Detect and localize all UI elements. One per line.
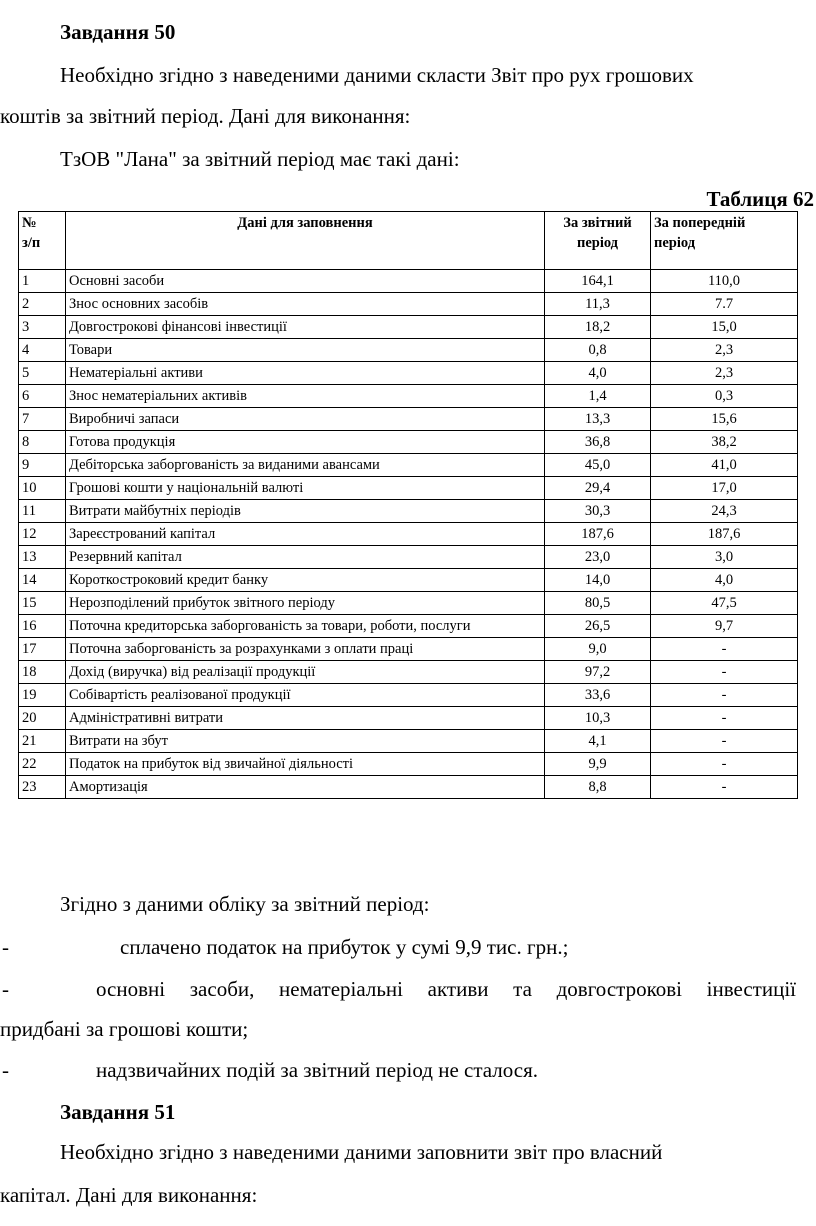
row-previous-value: - (651, 753, 798, 776)
row-previous-value: 41,0 (651, 454, 798, 477)
table-row (19, 707, 798, 730)
row-previous-value: - (651, 730, 798, 753)
row-number: 19 (19, 684, 66, 707)
row-number: 23 (19, 776, 66, 799)
row-previous-value: - (651, 661, 798, 684)
bullet-dash: - (2, 1058, 9, 1082)
header-number: № з/п (19, 212, 66, 270)
row-number: 17 (19, 638, 66, 661)
row-current-value: 30,3 (545, 500, 651, 523)
bullet-dash: - (2, 977, 9, 1001)
row-name: Поточна кредиторська заборгованість за товари, роботи, послуги (66, 615, 545, 638)
row-name: Довгострокові фінансові інвестиції (66, 316, 545, 339)
row-current-value: 8,8 (545, 776, 651, 799)
row-previous-value: - (651, 638, 798, 661)
table-caption: Таблиця 62 (706, 187, 814, 211)
row-name: Знос основних засобів (66, 293, 545, 316)
row-number: 13 (19, 546, 66, 569)
row-name: Резервний капітал (66, 546, 545, 569)
row-previous-value: 15,0 (651, 316, 798, 339)
row-name: Амортизація (66, 776, 545, 799)
row-current-value: 26,5 (545, 615, 651, 638)
row-current-value: 97,2 (545, 661, 651, 684)
row-current-value: 187,6 (545, 523, 651, 546)
bullet-no-extraordinary: надзвичайних подій за звітний період не сталося. (96, 1058, 539, 1082)
row-name: Виробничі запаси (66, 408, 545, 431)
table-row (19, 730, 798, 753)
table-row (19, 500, 798, 523)
task50-paragraph-line2: коштів за звітний період. Дані для виконання: (0, 104, 411, 128)
table-row (19, 615, 798, 638)
table-row (19, 684, 798, 707)
row-number: 21 (19, 730, 66, 753)
task50-paragraph-line1: Необхідно згідно з наведеними даними скласти Звіт про рух грошових (60, 63, 694, 87)
row-current-value: 18,2 (545, 316, 651, 339)
row-previous-value: - (651, 684, 798, 707)
task51-title: Завдання 51 (60, 1100, 176, 1124)
row-name: Короткостроковий кредит банку (66, 569, 545, 592)
table-row (19, 270, 798, 293)
row-number: 9 (19, 454, 66, 477)
row-current-value: 4,0 (545, 362, 651, 385)
header-previous-period: За попередній період (651, 212, 798, 270)
row-current-value: 164,1 (545, 270, 651, 293)
row-name: Товари (66, 339, 545, 362)
row-number: 3 (19, 316, 66, 339)
row-previous-value: 110,0 (651, 270, 798, 293)
row-current-value: 9,0 (545, 638, 651, 661)
table-row (19, 293, 798, 316)
row-previous-value: 38,2 (651, 431, 798, 454)
row-name: Дохід (виручка) від реалізації продукції (66, 661, 545, 684)
table-row (19, 569, 798, 592)
table-row (19, 776, 798, 799)
row-name: Нерозподілений прибуток звітного періоду (66, 592, 545, 615)
row-name: Нематеріальні активи (66, 362, 545, 385)
row-name: Основні засоби (66, 270, 545, 293)
task50-company-intro: ТзОВ "Лана" за звітний період має такі дані: (60, 147, 460, 171)
row-previous-value: - (651, 776, 798, 799)
row-previous-value: 4,0 (651, 569, 798, 592)
row-previous-value: 17,0 (651, 477, 798, 500)
row-previous-value: 0,3 (651, 385, 798, 408)
row-name: Знос нематеріальних активів (66, 385, 545, 408)
row-number: 14 (19, 569, 66, 592)
table-row (19, 592, 798, 615)
row-number: 7 (19, 408, 66, 431)
row-number: 5 (19, 362, 66, 385)
row-previous-value: - (651, 707, 798, 730)
row-number: 15 (19, 592, 66, 615)
row-current-value: 4,1 (545, 730, 651, 753)
table-row (19, 362, 798, 385)
table-row (19, 339, 798, 362)
row-current-value: 13,3 (545, 408, 651, 431)
row-number: 1 (19, 270, 66, 293)
row-previous-value: 3,0 (651, 546, 798, 569)
row-name: Витрати майбутніх періодів (66, 500, 545, 523)
row-number: 6 (19, 385, 66, 408)
row-current-value: 23,0 (545, 546, 651, 569)
table-row (19, 546, 798, 569)
row-name: Грошові кошти у національній валюті (66, 477, 545, 500)
table-header-row (19, 212, 798, 270)
bullet-dash: - (2, 935, 9, 959)
row-current-value: 29,4 (545, 477, 651, 500)
row-number: 12 (19, 523, 66, 546)
header-data: Дані для заповнення (66, 212, 545, 270)
row-number: 20 (19, 707, 66, 730)
table-row (19, 454, 798, 477)
row-number: 18 (19, 661, 66, 684)
row-previous-value: 15,6 (651, 408, 798, 431)
row-current-value: 14,0 (545, 569, 651, 592)
row-name: Витрати на збут (66, 730, 545, 753)
row-name: Адміністративні витрати (66, 707, 545, 730)
row-current-value: 33,6 (545, 684, 651, 707)
row-previous-value: 7.7 (651, 293, 798, 316)
row-previous-value: 24,3 (651, 500, 798, 523)
row-current-value: 11,3 (545, 293, 651, 316)
row-number: 4 (19, 339, 66, 362)
bullet-assets-line2: придбані за грошові кошти; (0, 1017, 249, 1041)
row-name: Готова продукція (66, 431, 545, 454)
row-number: 16 (19, 615, 66, 638)
row-previous-value: 47,5 (651, 592, 798, 615)
row-name: Собівартість реалізованої продукції (66, 684, 545, 707)
row-current-value: 1,4 (545, 385, 651, 408)
task51-paragraph-line2: капітал. Дані для виконання: (0, 1183, 258, 1207)
row-current-value: 10,3 (545, 707, 651, 730)
row-name: Дебіторська заборгованість за виданими авансами (66, 454, 545, 477)
bullet-tax-paid: сплачено податок на прибуток у сумі 9,9 тис. грн.; (120, 935, 569, 959)
row-current-value: 80,5 (545, 592, 651, 615)
data-table (18, 211, 798, 799)
row-current-value: 45,0 (545, 454, 651, 477)
table-row (19, 477, 798, 500)
bullet-assets-line1: основні засоби, нематеріальні активи та довгострокові інвестиції (96, 977, 796, 1001)
table-row (19, 661, 798, 684)
row-number: 8 (19, 431, 66, 454)
table-row (19, 408, 798, 431)
row-current-value: 9,9 (545, 753, 651, 776)
row-number: 10 (19, 477, 66, 500)
row-name: Поточна заборгованість за розрахунками з оплати праці (66, 638, 545, 661)
row-name: Податок на прибуток від звичайної діяльності (66, 753, 545, 776)
task50-title: Завдання 50 (60, 20, 176, 44)
row-previous-value: 9,7 (651, 615, 798, 638)
table-row (19, 523, 798, 546)
table-row (19, 316, 798, 339)
row-number: 11 (19, 500, 66, 523)
table-row (19, 753, 798, 776)
row-previous-value: 2,3 (651, 362, 798, 385)
row-previous-value: 2,3 (651, 339, 798, 362)
header-current-period: За звітний період (545, 212, 651, 270)
task51-paragraph-line1: Необхідно згідно з наведеними даними заповнити звіт про власний (60, 1140, 663, 1164)
table-row (19, 385, 798, 408)
row-name: Зареєстрований капітал (66, 523, 545, 546)
row-number: 2 (19, 293, 66, 316)
row-current-value: 36,8 (545, 431, 651, 454)
table-row (19, 638, 798, 661)
table-row (19, 431, 798, 454)
row-previous-value: 187,6 (651, 523, 798, 546)
row-current-value: 0,8 (545, 339, 651, 362)
row-number: 22 (19, 753, 66, 776)
after-table-intro: Згідно з даними обліку за звітний період: (60, 892, 430, 916)
